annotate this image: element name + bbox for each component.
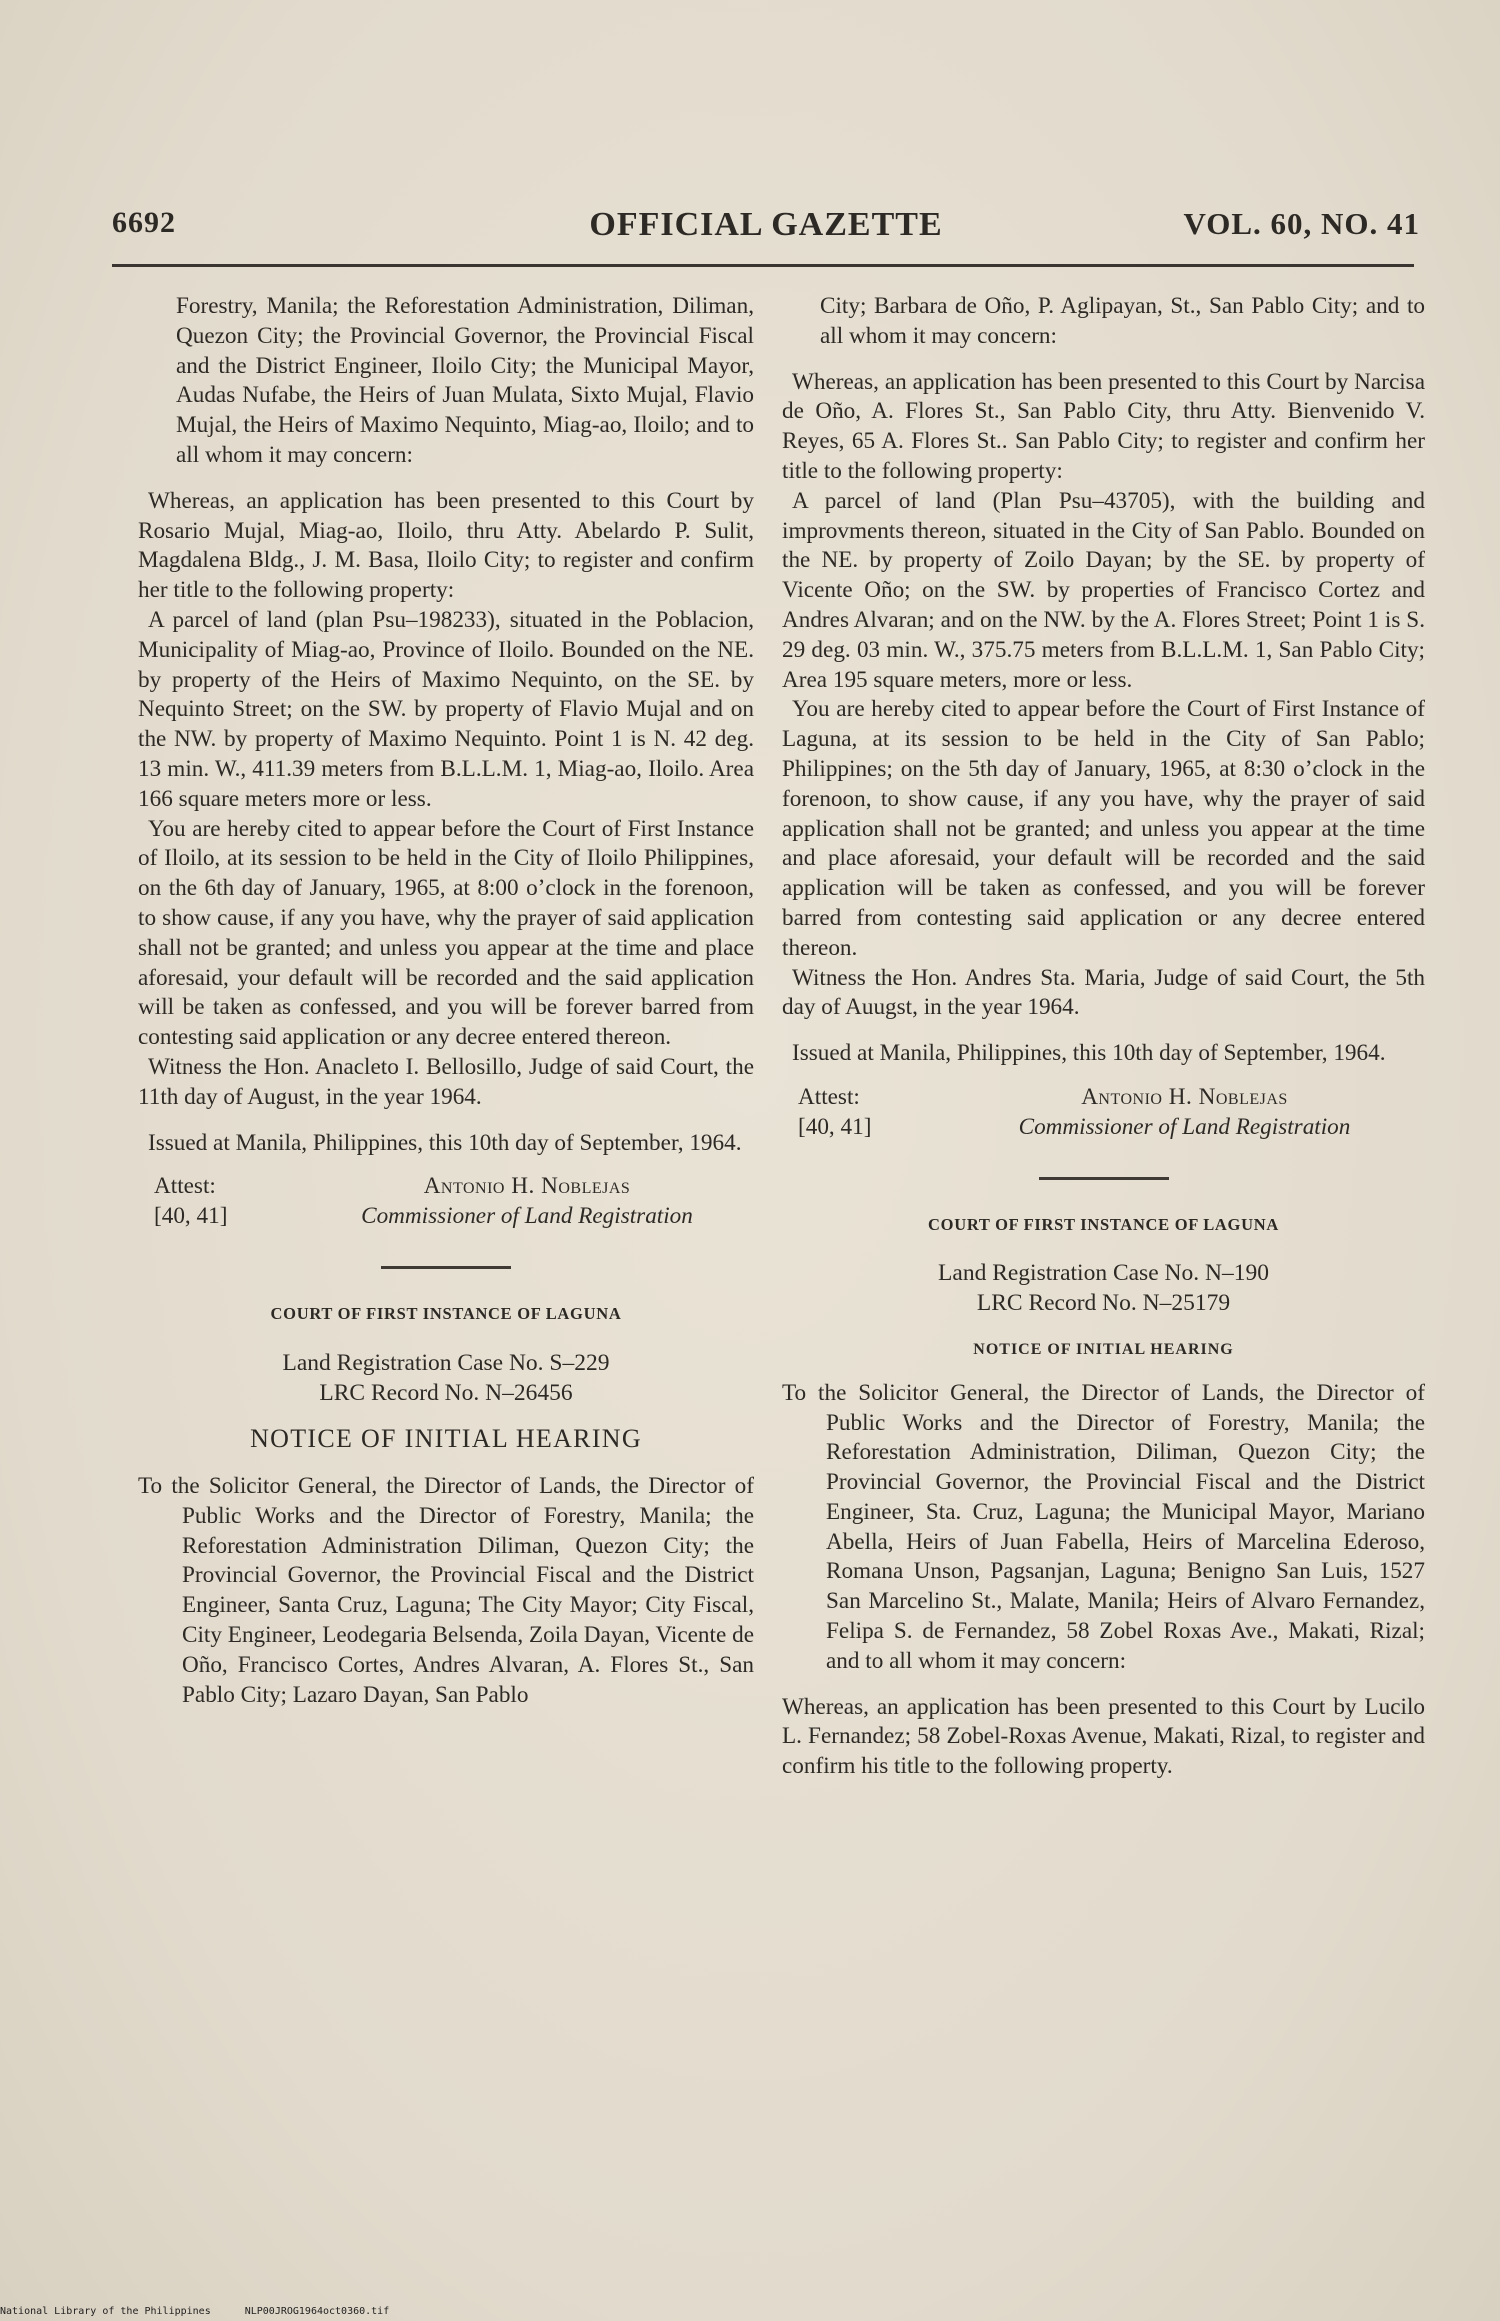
page-header — [112, 206, 1420, 250]
notice2-whereas: Whereas, an application has been presented to this Court by Narcisa de Oño, A. Flores St., San Pablo City, thru Atty. Bienvenido V. Reyes, 65 A. Flores St.. San Pablo City; to register and confirm her title to the following property: — [782, 368, 1425, 484]
file-identifier: NLP00JROG1964oct0360.tif — [244, 2306, 390, 2317]
notice2-court: COURT OF FIRST INSTANCE OF LAGUNA — [270, 1303, 622, 1323]
notice1-parcel: A parcel of land (plan Psu–198233), situated in the Poblacion, Municipality of Miag-ao, Province of Iloilo. Bounded on the NE. by property of the Heirs of Maximo Nequinto, on the SE. by Nequinto Street; on the SW. by property of Flavio Mujal and on the NW. by property of Maximo Nequinto. Point 1 is N. 42 deg. 13 min. W., 411.39 meters from B.L.L.M. 1, Miag-ao, Iloilo. Area 166 square meters more or less. — [138, 606, 754, 812]
notice1-attestation — [138, 1172, 754, 1232]
notice2-issued: Issued at Manila, Philippines, this 10th day of September, 1964. — [792, 1040, 1386, 1067]
page-number: 6692 — [112, 206, 176, 239]
notice-reference: [40, 41] — [798, 1113, 872, 1140]
notice3-case-number: Land Registration Case No. N–190 — [938, 1260, 1269, 1287]
notice2-address-continued: City; Barbara de Oño, P. Aglipayan, St., San Pablo City; and to all whom it may concern: — [820, 293, 1425, 349]
notice2-title: NOTICE OF INITIAL HEARING — [250, 1424, 642, 1454]
notice1-whereas: Whereas, an application has been presented to this Court by Rosario Mujal, Miag-ao, Iloilo, thru Atty. Abelardo P. Sulit, Magdalena Bldg., J. M. Basa, Iloilo City; to register and confirm her title to the following property: — [138, 487, 754, 604]
notice2-parcel: A parcel of land (Plan Psu–43705), with the building and improvments thereon, situated in the City of San Pablo. Bounded on the NE. by property of Zoilo Dayan; by the SE. by property of Vicente Oño; on the SW. by properties of Francisco Cortez and Andres Alvaran; and on the NW. by the A. Flores Street; Point 1 is S. 29 deg. 03 min. W., 375.75 meters from B.L.L.M. 1, San Pablo City; Area 195 square meters, more or less. — [782, 487, 1425, 693]
library-credit: National Library of the Philippines — [0, 2306, 211, 2317]
notice1-cited: You are hereby cited to appear before the Court of First Instance of Iloilo, at its session to be held in the City of Iloilo Philippines, on the 6th day of January, 1965, at 8:00 o’clock in the forenoon, to show cause, if any you have, why the prayer of said application shall not be granted; and unless you appear at the time and place aforesaid, your default will be recorded and the said application will be taken as confessed, and you will be forever barred from contesting said application or any decree entered thereon. — [138, 815, 754, 1051]
issue-number: VOL. 60, NO. 41 — [1183, 206, 1420, 241]
section-divider — [381, 1266, 511, 1269]
notice3-court: COURT OF FIRST INSTANCE OF LAGUNA — [928, 1214, 1279, 1234]
right-column — [782, 292, 1425, 1782]
notice2-address: To the Solicitor General, the Director of Lands, the Director of Public Works and the Director of Forestry, Manila; the Reforestation Administration Diliman, Quezon City; the Provincial Governor, the Provincial Fiscal and the District Engineer, Santa Cruz, Laguna; The City Mayor; City Fiscal, City Engineer, Leodegaria Belsenda, Zoila Dayan, Vicente de Oño, Francisco Cortes, Andres Alvaran, A. Flores St., San Pablo City; Lazaro Dayan, San Pablo — [138, 1473, 754, 1708]
scan-footer — [0, 2306, 389, 2317]
section-divider — [1039, 1177, 1169, 1180]
notice3-address: To the Solicitor General, the Director of Lands, the Director of Public Works and the Director of Forestry, Manila; the Reforestation Administration, Diliman, Quezon City; the Provincial Governor, the Provincial Fiscal and the District Engineer, Sta. Cruz, Laguna; the Municipal Mayor, Mariano Abella, Heirs of Juan Fabella, Heirs of Marcelina Ederoso, Romana Unson, Pagsanjan, Laguna; Benigno San Luis, 1527 San Marcelino St., Malate, Manila; Heirs of Alvaro Fernandez, Felipa S. de Fernandez, 58 Zobel Roxas Ave., Makati, Rizal; and to all whom it may concern: — [782, 1379, 1425, 1674]
notice3-whereas: Whereas, an application has been presented to this Court by Lucilo L. Fernandez; 58 Zobel-Roxas Avenue, Makati, Rizal, to register and confirm his title to the following property. — [782, 1693, 1425, 1780]
notice3-title: NOTICE OF INITIAL HEARING — [973, 1340, 1234, 1358]
signatory-title: Commissioner of Land Registration — [361, 1203, 693, 1230]
notice2-case-number: Land Registration Case No. S–229 — [282, 1349, 610, 1376]
notice2-witness: Witness the Hon. Andres Sta. Maria, Judge of said Court, the 5th day of Auugst, in the year 1964. — [782, 964, 1425, 1021]
header-rule — [112, 264, 1414, 267]
notice1-address-continued: Forestry, Manila; the Reforestation Administration, Diliman, Quezon City; the Provincial Governor, the Provincial Fiscal and the District Engineer, Iloilo City; the Municipal Mayor, Audas Nufabe, the Heirs of Juan Mulata, Sixto Mujal, Flavio Mujal, the Heirs of Maximo Nequinto, Miag-ao, Iloilo; and to all whom it may concern: — [176, 293, 754, 468]
notice2-attestation — [782, 1083, 1425, 1143]
notice3-record-number: LRC Record No. N–25179 — [976, 1290, 1231, 1317]
attest-label: Attest: — [798, 1083, 860, 1110]
journal-title: OFFICIAL GAZETTE — [589, 206, 943, 243]
notice2-record-number: LRC Record No. N–26456 — [319, 1379, 573, 1406]
attest-label: Attest: — [154, 1173, 216, 1200]
notice1-witness: Witness the Hon. Anacleto I. Bellosillo, Judge of said Court, the 11th day of August, in the year 1964. — [138, 1053, 754, 1110]
notice1-issued: Issued at Manila, Philippines, this 10th day of September, 1964. — [148, 1129, 742, 1156]
signatory-title: Commissioner of Land Registration — [1018, 1113, 1351, 1140]
left-column — [138, 292, 754, 1710]
signatory-name: Antonio H. Noblejas — [1081, 1083, 1288, 1110]
notice-reference: [40, 41] — [154, 1203, 228, 1230]
notice2-cited: You are hereby cited to appear before the Court of First Instance of Laguna, at its session to be held in the City of San Pablo; Philippines; on the 5th day of January, 1965, at 8:30 o’clock in the forenoon, to show cause, if any you have, why the prayer of said application shall not be granted; and unless you appear at the time and place aforesaid, your default will be recorded and the said application will be taken as confessed, and you will be forever barred from contesting said application or any decree entered thereon. — [782, 696, 1425, 961]
signatory-name: Antonio H. Noblejas — [423, 1173, 631, 1200]
